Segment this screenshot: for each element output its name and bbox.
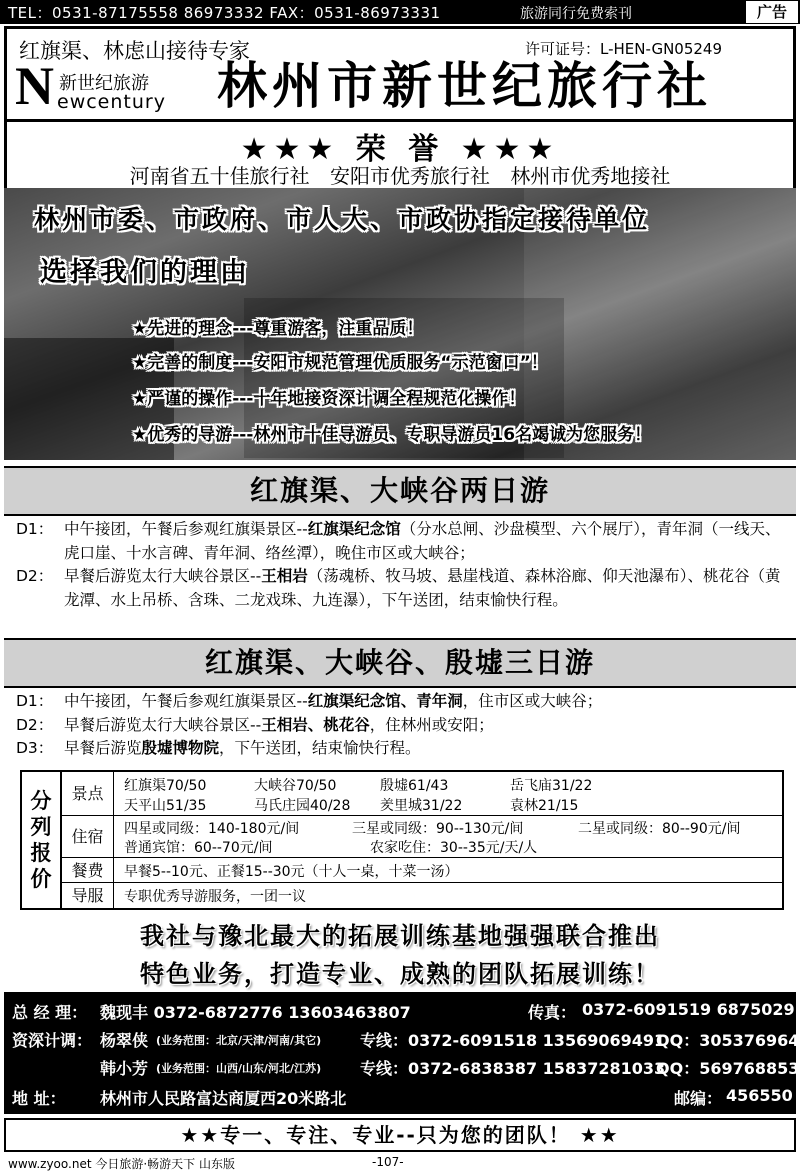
tagline: 红旗渠、林虑山接待专家 <box>19 39 250 63</box>
scenic-price: 羑里城31/22 <box>380 798 463 814</box>
tour-itinerary <box>16 690 788 761</box>
scenery-banner <box>4 188 796 460</box>
itinerary-day <box>16 690 788 714</box>
logo-letter: N <box>15 56 54 116</box>
price-table <box>20 770 784 910</box>
day-highlight: 红旗渠纪念馆 <box>307 520 401 538</box>
price-row-scenic <box>62 772 782 816</box>
publisher-contact: TEL：0531-87175558 86973332 FAX：0531-86973331 <box>8 4 441 22</box>
planner-scope: (业务范围：山西/山东/河北/江苏) <box>156 1062 322 1075</box>
side-char: 列 <box>30 815 52 839</box>
fax-number: 0372-6091519 6875029 <box>582 1000 795 1019</box>
planner-qq: QQ：569768853 <box>656 1059 800 1078</box>
slogan: ★★专一、专注、专业--只为您的团队！ ★★ <box>4 1118 796 1152</box>
side-char: 价 <box>30 867 52 891</box>
reasons-title: 选择我们的理由 <box>40 257 250 288</box>
license-number: 许可证号：L-HEN-GN05249 <box>525 40 723 58</box>
tour-title: 红旗渠、大峡谷、殷墟三日游 <box>4 638 796 688</box>
reason-item: ★完善的制度---安阳市规范管理优质服务“示范窗口”！ <box>132 353 548 373</box>
honor-section <box>4 122 796 188</box>
tour-title: 红旗渠、大峡谷两日游 <box>4 466 796 516</box>
day-highlight: 红旗渠纪念馆、青年洞 <box>307 692 463 710</box>
itinerary-day <box>16 737 788 761</box>
price-row-lodging <box>62 816 782 858</box>
day-highlight: 王相岩 <box>261 567 308 585</box>
lodging-price: 农家吃住：30--35元/天/人 <box>370 840 538 856</box>
day-label: D3： <box>16 739 54 757</box>
day-text: 早餐后游览 <box>64 739 142 757</box>
honor-list: 河南省五十佳旅行社 安阳市优秀旅行社 林州市优秀地接社 <box>129 164 671 188</box>
day-text: 早餐后游览太行大峡谷景区-- <box>64 567 262 585</box>
honor-title: ★★★ 荣 誉 ★★★ <box>240 132 560 167</box>
guide-price: 专职优秀导游服务，一团一议 <box>124 889 306 905</box>
page-footer <box>0 1154 800 1172</box>
free-index-note: 旅游同行免费索刊 <box>520 6 632 22</box>
gm-label: 总 经 理： <box>12 1003 88 1022</box>
lodging-price: 四星或同级：140-180元/间 <box>124 821 300 837</box>
price-row-meals <box>62 858 782 883</box>
price-row-guide <box>62 883 782 908</box>
scenic-price: 大峡谷70/50 <box>254 778 337 794</box>
side-char: 报 <box>30 841 52 865</box>
postcode-label: 邮编： <box>674 1089 723 1108</box>
team-training-promo <box>4 912 796 992</box>
fax-label: 传真： <box>528 1003 577 1022</box>
itinerary-day <box>16 714 788 738</box>
planner-label: 资深计调： <box>12 1031 93 1050</box>
planner-scope: (业务范围：北京/天津/河南/其它) <box>156 1034 322 1047</box>
lodging-price: 普通宾馆：60--70元/间 <box>124 840 273 856</box>
logo-chinese: 新世纪旅游 <box>59 73 149 94</box>
ad-label: 广告 <box>746 1 798 23</box>
planner-qq: QQ：305376964 <box>656 1031 800 1050</box>
scenic-price: 岳飞庙31/22 <box>510 778 593 794</box>
page-number: -107- <box>372 1155 404 1169</box>
tour-itinerary <box>16 518 788 612</box>
reason-item: ★严谨的操作---十年地接资深计调全程规范化操作！ <box>132 389 526 409</box>
scenic-price: 殷墟61/43 <box>380 778 449 794</box>
day-text: ，住林州或安阳； <box>369 715 494 734</box>
top-contact-bar <box>0 0 800 24</box>
company-name: 林州市新世纪旅行社 <box>217 57 712 115</box>
planner-name: 韩小芳 <box>100 1059 149 1078</box>
footer-site: www.zyoo.net 今日旅游·畅游天下 山东版 <box>8 1157 235 1171</box>
scenic-price: 袁林21/15 <box>510 798 579 814</box>
day-text: 中午接团，午餐后参观红旗渠景区-- <box>64 692 308 710</box>
day-highlight: 王相岩、桃花谷 <box>261 715 370 734</box>
day-label: D2： <box>16 715 54 734</box>
postcode: 456550 <box>726 1086 793 1105</box>
price-side-label <box>22 772 62 908</box>
row-label: 景点 <box>62 772 114 815</box>
day-label: D2： <box>16 567 54 585</box>
scenic-price: 马氏庄园40/28 <box>254 798 351 814</box>
promo-line: 我社与豫北最大的拓展训练基地强强联合推出 <box>140 922 660 950</box>
day-text: （荡魂桥、牧马坡、悬崖栈道、森林浴廊、仰天池瀑布）、桃花谷（黄龙潭、水上吊桥、含珠、二龙戏珠、九连瀑），下午送团，结束愉快行程。 <box>64 567 781 609</box>
itinerary-day <box>16 565 788 612</box>
day-label: D1： <box>16 692 54 710</box>
scenic-price: 天平山51/35 <box>124 798 207 814</box>
gm-contact: 魏现丰 0372-6872776 13603463807 <box>100 1003 411 1022</box>
side-char: 分 <box>30 789 52 813</box>
promo-line: 特色业务，打造专业、成熟的团队拓展训练！ <box>140 960 660 988</box>
reason-item: ★先进的理念---尊重游客，注重品质！ <box>132 319 424 339</box>
reason-item: ★优秀的导游---林州市十佳导游员、专职导游员16名竭诚为您服务！ <box>132 425 652 445</box>
planner-line: 专线：0372-6838387 15837281033 <box>360 1059 666 1078</box>
row-label: 餐费 <box>62 858 114 882</box>
planner-name: 杨翠侠 <box>100 1031 149 1050</box>
scenic-price: 红旗渠70/50 <box>124 778 207 794</box>
logo-english: ewcentury <box>57 91 166 113</box>
designated-unit-text: 林州市委、市政府、市人大、市政协指定接待单位 <box>34 205 651 234</box>
row-label: 导服 <box>62 883 114 908</box>
itinerary-day <box>16 518 788 565</box>
address: 林州市人民路富达商厦西20米路北 <box>100 1089 347 1108</box>
planner-line: 专线：0372-6091518 13569069491 <box>360 1031 666 1050</box>
agency-header <box>4 26 796 122</box>
day-text: ，住市区或大峡谷； <box>462 692 603 710</box>
day-text: （分水总闸、沙盘模型、六个展厅），青年洞（一线天、虎口崖、十水言碑、青年洞、络丝潭），晚住市区或大峡谷； <box>64 520 781 562</box>
day-highlight: 殷墟博物院 <box>141 739 220 757</box>
day-label: D1： <box>16 520 54 538</box>
meals-price: 早餐5--10元、正餐15--30元（十人一桌，十菜一汤） <box>124 864 459 880</box>
day-text: ，下午送团，结束愉快行程。 <box>219 739 421 757</box>
lodging-price: 三星或同级：90--130元/间 <box>352 821 524 837</box>
day-text: 早餐后游览太行大峡谷景区-- <box>64 715 262 734</box>
address-label: 地 址： <box>12 1089 66 1108</box>
day-text: 中午接团，午餐后参观红旗渠景区-- <box>64 520 308 538</box>
row-label: 住宿 <box>62 816 114 857</box>
contact-block <box>4 992 800 1114</box>
lodging-price: 二星或同级：80--90元/间 <box>578 821 741 837</box>
